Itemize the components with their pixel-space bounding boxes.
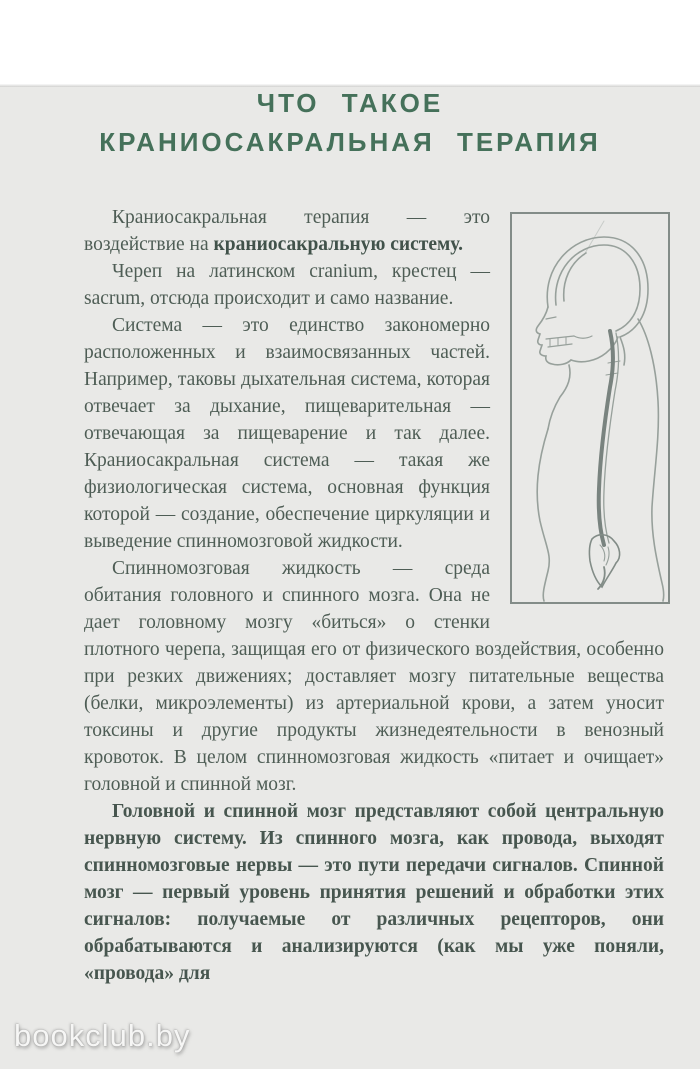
emphasized-text: . xyxy=(458,234,463,255)
chapter-title xyxy=(20,84,680,162)
body-text-segment: Краниосакральная терапия — это воздействие на xyxy=(84,207,490,255)
watermark: bookclub.by xyxy=(14,1018,191,1053)
emphasized-text: краниосакральную систему xyxy=(213,234,459,255)
craniosacral-anatomy-drawing xyxy=(512,214,668,602)
body-text-segment: Череп на латинском cranium, крестец — sacrum, отсюда происходит и само название. xyxy=(84,261,490,309)
chapter-title-line2: КРАНИОСАКРАЛЬНАЯ ТЕРАПИЯ xyxy=(99,127,601,157)
chapter-title-line1: ЧТО ТАКОЕ xyxy=(256,88,444,118)
paragraph xyxy=(84,798,664,987)
body-text-segment: Система — это единство закономерно расположенных и взаимосвязанных частей. Например, таковы дыхательная система, которая отвечает за дыхание, пищеварительная — отвечающая за пищеварение и так далее. Краниосакральная система — такая же физиологическая система, основная функция которой — создание, обеспечение циркуляции и выведение спинномозговой жидкости. xyxy=(84,315,490,552)
body-text-segment: Спинномозговая жидкость — среда обитания головного и спинного мозга. Она не дает головному мозгу «биться» о стенки плотного черепа, защищая его от физического воздействия, особенно при резких движениях; доставляет мозгу питательные вещества (белки, микроэлементы) из артериальной крови, а затем уносит токсины и другие продукты жизнедеятельности в венозный кровоток. В целом спинномозговая жидкость «питает и очищает» головной и спинной мозг. xyxy=(84,558,664,795)
book-page xyxy=(0,84,700,1069)
page-edge xyxy=(0,84,700,87)
body-text-segment: Головной и спинной мозг представляют собой центральную нервную систему. Из спинного мозга, как провода, выходят спинномозговые нервы — это пути передачи сигналов. Спинной мозг — первый уровень принятия решений и обработки этих сигналов: получаемые от различных рецепторов, они обрабатываются и анализируются (как мы уже поняли, «провода» для xyxy=(84,801,664,984)
body-text xyxy=(84,204,664,987)
craniosacral-figure xyxy=(510,212,670,604)
